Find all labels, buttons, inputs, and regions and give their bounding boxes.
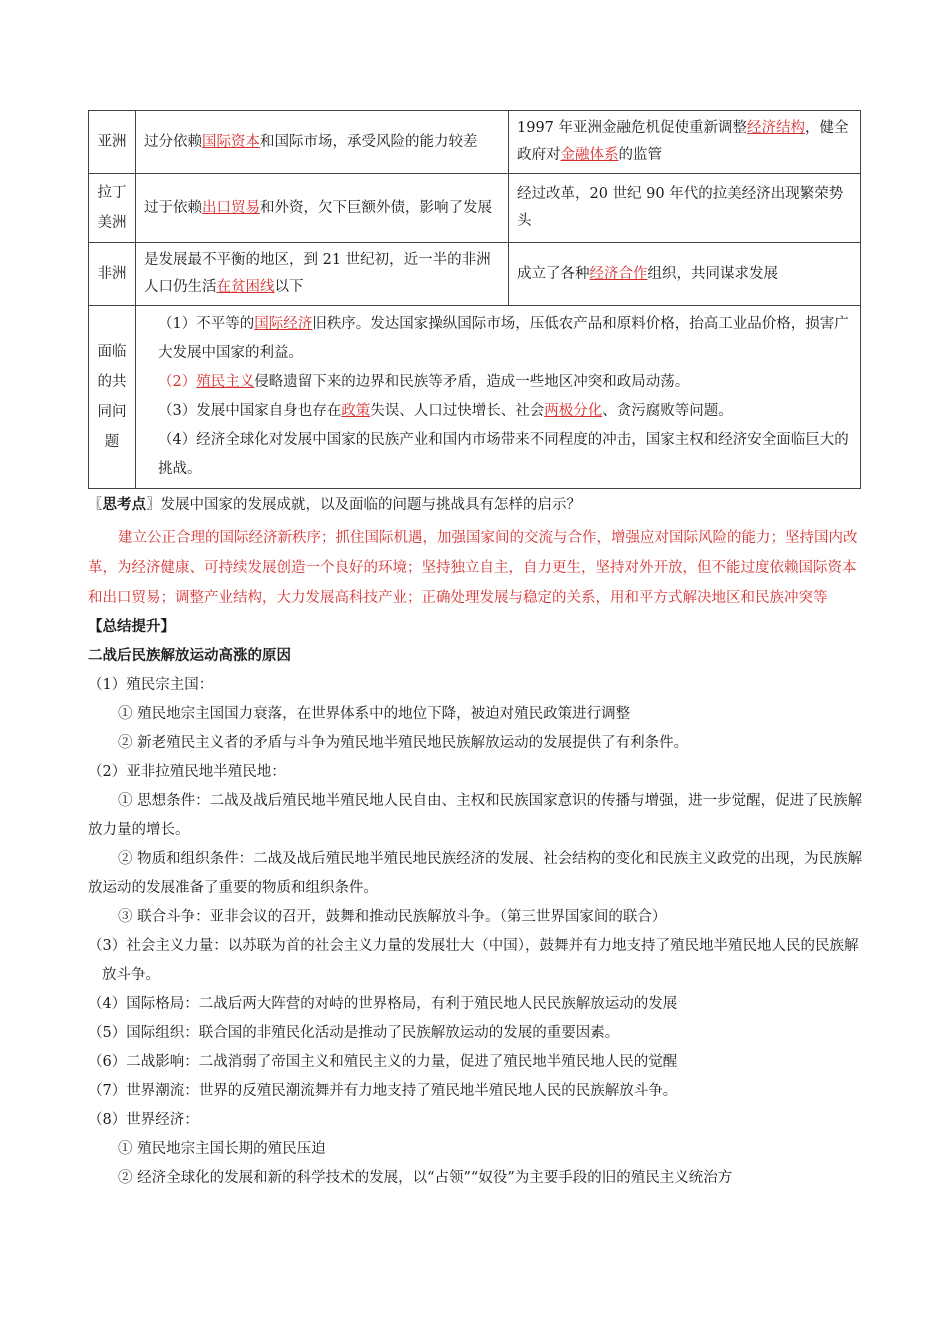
- think-point: [88, 491, 868, 520]
- table-row: [89, 243, 861, 306]
- summary-item: （5）国际组织：联合国的非殖民化活动是推动了民族解放运动的发展的重要因素。: [88, 1025, 620, 1041]
- progress-cell: [509, 111, 861, 174]
- problem-item: [144, 426, 852, 484]
- region-africa: 非洲: [89, 243, 136, 306]
- bracket: 〗: [146, 497, 161, 513]
- development-table: [88, 110, 861, 489]
- text: （2）: [158, 374, 197, 390]
- document-page: [88, 110, 868, 1193]
- text: （4）经济全球化对发展中国家的民族产业和国内市场带来不同程度的冲击，国家主权和经济安全面临巨大的挑战。: [158, 432, 849, 477]
- problem-item: [144, 368, 852, 397]
- summary-item: （1）殖民宗主国：: [88, 677, 214, 693]
- table-row: [89, 111, 861, 174]
- summary-subitem: ① 思想条件：二战及战后殖民地半殖民地人民自由、主权和民族国家意识的传播与增强，进一步觉醒，促进了民族解放力量的增长。: [88, 793, 863, 838]
- text: 以下: [274, 279, 304, 295]
- region-asia: 亚洲: [89, 111, 136, 174]
- common-problems-label: 面临的共同问题: [89, 306, 136, 489]
- text: 过分依赖: [144, 133, 202, 150]
- text: 1997 年亚洲金融危机促使重新调整: [517, 120, 748, 136]
- keyword: 两极分化: [544, 403, 603, 419]
- problem-cell: [136, 174, 509, 243]
- summary-subitem: ① 殖民地宗主国国力衰落，在世界体系中的地位下降，被迫对殖民政策进行调整: [118, 706, 631, 722]
- text: 的监管: [618, 147, 662, 163]
- text: 侵略遗留下来的边界和民族等矛盾，造成一些地区冲突和政局动荡。: [254, 374, 690, 390]
- summary-heading: 【总结提升】: [88, 619, 175, 635]
- summary-item: （8）世界经济：: [88, 1112, 199, 1128]
- table-row: [89, 174, 861, 243]
- bracket: 〖: [88, 497, 103, 513]
- text: 旧秩序。发达国家操纵国际市场，压低农产品和原料价格，抬高工业品价格，损害广大发展中国家的利益。: [158, 316, 849, 361]
- summary-item: （6）二战影响：二战消弱了帝国主义和殖民主义的力量，促进了殖民地半殖民地人民的觉醒: [88, 1054, 678, 1070]
- text: 成立了各种: [517, 265, 590, 282]
- summary-subitem: ② 经济全球化的发展和新的科学技术的发展，以“占领”“奴役”为主要手段的旧的殖民主义统治方: [118, 1170, 733, 1186]
- think-question: 发展中国家的发展成就，以及面临的问题与挑战具有怎样的启示？: [160, 497, 581, 513]
- keyword: 经济结构: [747, 120, 806, 136]
- summary-subitem: ② 新老殖民主义者的矛盾与斗争为殖民地半殖民地民族解放运动的发展提供了有利条件。: [118, 735, 689, 751]
- think-answer: 建立公正合理的国际经济新秩序；抓住国际机遇，加强国家间的交流与合作，增强应对国际风险的能力；坚持国内改革，为经济健康、可持续发展创造一个良好的环境；坚持独立自主，自力更生，坚持对外开放，但不能过度依赖国际资本和出口贸易；调整产业结构，大力发展高科技产业；正确处理发展与稳定的关系，用和平方式解决地区和民族冲突等: [88, 530, 858, 606]
- summary-subitem: ③ 联合斗争：亚非会议的召开，鼓舞和推动民族解放斗争。（第三世界国家间的联合）: [118, 909, 667, 925]
- text: ，健全政府对: [517, 120, 849, 163]
- keyword: 金融体系: [560, 147, 619, 163]
- summary-subitem: ② 物质和组织条件：二战及战后殖民地半殖民地民族经济的发展、社会结构的变化和民族主义政党的出现，为民族解放运动的发展准备了重要的物质和组织条件。: [88, 851, 863, 896]
- text: （1）不平等的: [158, 316, 255, 332]
- problem-item: [144, 397, 852, 426]
- keyword: 国际经济: [254, 316, 313, 332]
- keyword: 出口贸易: [202, 199, 260, 216]
- progress-cell: 经过改革，20 世纪 90 年代的拉美经济出现繁荣势头: [509, 174, 861, 243]
- text: （3）发展中国家自身也存在: [158, 403, 342, 419]
- think-label: 思考点: [102, 497, 146, 513]
- region-latin-america: 拉丁美洲: [89, 174, 136, 243]
- summary-subitem: ① 殖民地宗主国长期的殖民压迫: [118, 1141, 326, 1157]
- summary-item: （2）亚非拉殖民地半殖民地：: [88, 764, 286, 780]
- text: 是发展最不平衡的地区，到 21 世纪初，近一半的非洲人口仍生活: [144, 252, 491, 295]
- text: 组织，共同谋求发展: [647, 265, 778, 282]
- keyword: 国际资本: [202, 133, 260, 150]
- text: 过于依赖: [144, 199, 202, 216]
- keyword: 经济合作: [589, 265, 648, 282]
- summary-item: （4）国际格局：二战后两大阵营的对峙的世界格局，有利于殖民地人民民族解放运动的发展: [88, 996, 678, 1012]
- text: 失误、人口过快增长、社会: [370, 403, 545, 419]
- common-problems-cell: [136, 306, 861, 489]
- progress-cell: [509, 243, 861, 306]
- summary-item: （7）世界潮流：世界的反殖民潮流舞并有力地支持了殖民地半殖民地人民的民族解放斗争。: [88, 1083, 678, 1099]
- text: 、贪污腐败等问题。: [602, 403, 733, 419]
- problem-cell: [136, 111, 509, 174]
- text: 和外资，欠下巨额外债，影响了发展: [260, 199, 492, 216]
- problem-item: [144, 310, 852, 368]
- problem-cell: [136, 243, 509, 306]
- table-row: [89, 306, 861, 489]
- text: 和国际市场，承受风险的能力较差: [260, 133, 478, 150]
- keyword: 殖民主义: [196, 374, 255, 390]
- keyword: 政策: [341, 403, 371, 419]
- summary-item: （3）社会主义力量：以苏联为首的社会主义力量的发展壮大（中国），鼓舞并有力地支持了殖民地半殖民地人民的民族解放斗争。: [88, 938, 859, 983]
- summary-subheading: 二战后民族解放运动高涨的原因: [88, 648, 291, 664]
- keyword: 在贫困线: [216, 279, 275, 295]
